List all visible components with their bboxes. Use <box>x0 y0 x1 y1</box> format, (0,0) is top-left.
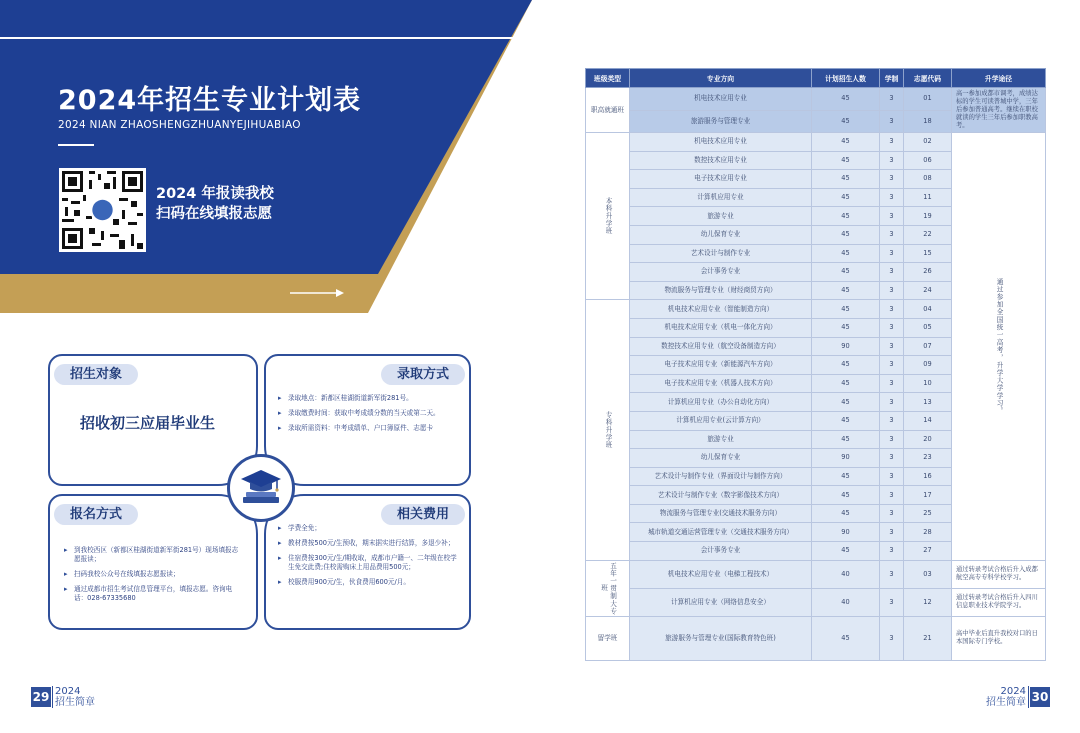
years-cell: 3 <box>880 393 904 412</box>
panel-target-label: 招生对象 <box>54 364 138 385</box>
major-cell: 幼儿保育专业 <box>630 225 812 244</box>
plan-count-cell: 45 <box>812 263 880 282</box>
years-cell: 3 <box>880 430 904 449</box>
header-plan-count: 计划招生人数 <box>812 69 880 88</box>
code-cell: 28 <box>904 523 952 542</box>
major-cell: 幼儿保育专业 <box>630 449 812 468</box>
class-type-label: 五年一贯制大专班 <box>599 561 617 615</box>
years-cell: 3 <box>880 374 904 393</box>
page-number-divider <box>1028 686 1029 708</box>
class-type-cell <box>586 133 630 300</box>
plan-count-cell: 45 <box>812 616 880 660</box>
major-cell: 电子技术应用专业（新能源汽车方向） <box>630 356 812 375</box>
arrow-right-icon <box>290 288 344 298</box>
class-type-cell <box>586 616 630 660</box>
years-cell: 3 <box>880 411 904 430</box>
table-row <box>586 588 1046 616</box>
list-item: ▸ 通过成都市招生考试信息管理平台，填报志愿。咨询电话：028-67335680 <box>64 585 244 603</box>
plan-count-cell: 45 <box>812 244 880 263</box>
plan-count-cell: 45 <box>812 411 880 430</box>
qr-caption-line1: 2024 年报读我校 <box>156 186 274 202</box>
plan-count-cell: 45 <box>812 486 880 505</box>
page-number-divider <box>52 686 53 708</box>
list-item: ▸ 录取所需资料：中考成绩单、户口簿原件、志愿卡 <box>278 424 440 433</box>
major-cell: 旅游服务与管理专业 <box>630 110 812 133</box>
major-cell: 旅游专业 <box>630 430 812 449</box>
plan-count-cell: 45 <box>812 281 880 300</box>
plan-count-cell: 45 <box>812 542 880 561</box>
panel-admission-label: 录取方式 <box>381 364 465 385</box>
plan-count-cell: 45 <box>812 133 880 152</box>
code-cell: 17 <box>904 486 952 505</box>
list-item: ▸ 教材费按500元/生预收，期末据实进行结算，多退少补； <box>278 539 460 548</box>
years-cell: 3 <box>880 263 904 282</box>
header-pathway: 升学途径 <box>952 69 1046 88</box>
major-cell: 物流服务与管理专业(交通技术服务方向） <box>630 504 812 523</box>
years-cell: 3 <box>880 151 904 170</box>
years-cell: 3 <box>880 318 904 337</box>
code-cell: 27 <box>904 542 952 561</box>
header-class-type: 班级类型 <box>586 69 630 88</box>
code-cell: 13 <box>904 393 952 412</box>
page-year-left <box>55 686 95 708</box>
pathway-cell <box>952 133 1046 561</box>
page-subtitle: 2024 NIAN ZHAOSHENGZHUANYEJIHUABIAO <box>58 119 301 131</box>
plan-count-cell: 90 <box>812 449 880 468</box>
page-number-left: 29 <box>31 687 51 707</box>
years-cell: 3 <box>880 504 904 523</box>
brochure-label: 招生简章 <box>55 697 95 708</box>
list-item: ▸ 录取地点：新都区桂湖街道新军街281号。 <box>278 394 440 403</box>
code-cell: 06 <box>904 151 952 170</box>
major-cell: 会计事务专业 <box>630 263 812 282</box>
panel-target-text: 招收初三应届毕业生 <box>80 414 216 432</box>
list-item: ▸ 扫码我校公众号在线填报志愿报读； <box>64 570 244 579</box>
code-cell: 10 <box>904 374 952 393</box>
code-cell: 24 <box>904 281 952 300</box>
title-divider <box>58 144 94 146</box>
code-cell: 02 <box>904 133 952 152</box>
pathway-cell: 通过转录考试合格后升入成都航空高专专科学校学习。 <box>952 560 1046 588</box>
fees-list <box>278 524 460 593</box>
major-cell: 计算机应用专业（网络信息安全） <box>630 588 812 616</box>
code-cell: 22 <box>904 225 952 244</box>
table-row <box>586 616 1046 660</box>
panel-registration <box>48 494 258 630</box>
years-cell: 3 <box>880 225 904 244</box>
major-cell: 电子技术应用专业 <box>630 170 812 189</box>
major-cell: 旅游专业 <box>630 207 812 226</box>
major-cell: 旅游服务与管理专业(国际教育特色班) <box>630 616 812 660</box>
year-text: 2024 <box>55 686 81 697</box>
code-cell: 14 <box>904 411 952 430</box>
years-cell: 3 <box>880 88 904 111</box>
header-major: 专业方向 <box>630 69 812 88</box>
header-code: 志愿代码 <box>904 69 952 88</box>
table-row <box>586 560 1046 588</box>
code-cell: 07 <box>904 337 952 356</box>
plan-count-cell: 40 <box>812 588 880 616</box>
registration-list <box>64 546 244 609</box>
plan-table <box>585 68 1046 661</box>
plan-count-cell: 45 <box>812 207 880 226</box>
years-cell: 3 <box>880 486 904 505</box>
class-type-label: 留学班 <box>597 633 618 642</box>
graduation-cap-badge <box>227 454 295 522</box>
major-cell: 机电技术应用专业（智能制造方向） <box>630 300 812 319</box>
list-item: ▸ 住宿费按300元/生/期收取，成都市户籍一、二年级在校学生免交此费;住校需购床上用品费用500元； <box>278 554 460 572</box>
years-cell: 3 <box>880 616 904 660</box>
code-cell: 23 <box>904 449 952 468</box>
plan-count-cell: 45 <box>812 188 880 207</box>
code-cell: 01 <box>904 88 952 111</box>
plan-count-cell: 45 <box>812 110 880 133</box>
years-cell: 3 <box>880 542 904 561</box>
table-header-row <box>586 69 1046 88</box>
brochure-label: 招生简章 <box>986 697 1026 708</box>
plan-count-cell: 45 <box>812 356 880 375</box>
years-cell: 3 <box>880 188 904 207</box>
code-cell: 09 <box>904 356 952 375</box>
header-years: 学制 <box>880 69 904 88</box>
code-cell: 04 <box>904 300 952 319</box>
list-item: ▸ 学费全免； <box>278 524 460 533</box>
plan-count-cell: 90 <box>812 523 880 542</box>
list-item: ▸ 校服费用900元/生，伙食费用600元/月。 <box>278 578 460 587</box>
admission-list <box>278 394 440 439</box>
panel-fees-label: 相关费用 <box>381 504 465 525</box>
years-cell: 3 <box>880 337 904 356</box>
qr-caption <box>156 184 274 224</box>
qr-caption-line2: 扫码在线填报志愿 <box>156 206 272 222</box>
page-title: 2024年招生专业计划表 <box>58 85 362 116</box>
years-cell: 3 <box>880 356 904 375</box>
years-cell: 3 <box>880 300 904 319</box>
panel-target <box>48 354 258 486</box>
code-cell: 03 <box>904 560 952 588</box>
major-cell: 计算机应用专业(云计算方向） <box>630 411 812 430</box>
years-cell: 3 <box>880 281 904 300</box>
pathway-cell: 高中毕业后直升我校对口的日本国际专门学校。 <box>952 616 1046 660</box>
code-cell: 19 <box>904 207 952 226</box>
code-cell: 15 <box>904 244 952 263</box>
years-cell: 3 <box>880 170 904 189</box>
major-cell: 艺术设计与制作专业 <box>630 244 812 263</box>
major-cell: 机电技术应用专业（机电一体化方向） <box>630 318 812 337</box>
list-item: ▸ 录取缴费时间：获取中考成绩分数的当天或第二天。 <box>278 409 440 418</box>
code-cell: 16 <box>904 467 952 486</box>
years-cell: 3 <box>880 588 904 616</box>
pathway-cell: 通过转录考试合格后升入四川信息职业技术学院学习。 <box>952 588 1046 616</box>
class-type-label: 本科升学班 <box>604 197 612 236</box>
major-cell: 机电技术应用专业 <box>630 88 812 111</box>
pathway-cell: 高一参加成都市调考，成绩达标的学生可读普城中学，三年后参加普通高考。继续在职校就读的学生三年后参加职教高考。 <box>952 88 1046 133</box>
table-row <box>586 88 1046 111</box>
code-cell: 12 <box>904 588 952 616</box>
years-cell: 3 <box>880 467 904 486</box>
class-type-cell <box>586 300 630 560</box>
code-cell: 25 <box>904 504 952 523</box>
major-cell: 机电技术应用专业 <box>630 133 812 152</box>
plan-count-cell: 90 <box>812 337 880 356</box>
year-text: 2024 <box>1000 686 1026 697</box>
plan-count-cell: 45 <box>812 374 880 393</box>
graduation-cap-icon <box>239 467 283 509</box>
code-cell: 08 <box>904 170 952 189</box>
major-cell: 机电技术应用专业（电梯工程技术） <box>630 560 812 588</box>
table-row <box>586 133 1046 152</box>
years-cell: 3 <box>880 207 904 226</box>
plan-count-cell: 45 <box>812 430 880 449</box>
years-cell: 3 <box>880 110 904 133</box>
major-cell: 艺术设计与制作专业（数字影像技术方向） <box>630 486 812 505</box>
panel-admission <box>264 354 471 486</box>
major-cell: 会计事务专业 <box>630 542 812 561</box>
plan-count-cell: 45 <box>812 88 880 111</box>
years-cell: 3 <box>880 244 904 263</box>
table-body <box>586 88 1046 661</box>
class-type-cell <box>586 88 630 133</box>
code-cell: 05 <box>904 318 952 337</box>
major-cell: 计算机应用专业（办公自动化方向） <box>630 393 812 412</box>
plan-count-cell: 45 <box>812 504 880 523</box>
plan-count-cell: 45 <box>812 318 880 337</box>
code-cell: 18 <box>904 110 952 133</box>
plan-count-cell: 40 <box>812 560 880 588</box>
enrollment-plan-table <box>585 68 1045 661</box>
major-cell: 艺术设计与制作专业（界面设计与制作方向） <box>630 467 812 486</box>
pathway-merged-note: 通过参加全国统一高考，升学大学学习。 <box>995 277 1003 415</box>
code-cell: 26 <box>904 263 952 282</box>
plan-count-cell: 45 <box>812 300 880 319</box>
page-year-right <box>986 686 1026 708</box>
plan-count-cell: 45 <box>812 467 880 486</box>
panel-fees <box>264 494 471 630</box>
plan-count-cell: 45 <box>812 225 880 244</box>
qr-code[interactable] <box>59 168 146 252</box>
years-cell: 3 <box>880 133 904 152</box>
qr-code-icon <box>59 168 146 252</box>
code-cell: 20 <box>904 430 952 449</box>
major-cell: 数控技术应用专业（航空设备制造方向） <box>630 337 812 356</box>
major-cell: 计算机应用专业 <box>630 188 812 207</box>
class-type-cell <box>586 560 630 616</box>
code-cell: 21 <box>904 616 952 660</box>
major-cell: 物流服务与管理专业（财经商贸方向） <box>630 281 812 300</box>
panel-registration-label: 报名方式 <box>54 504 138 525</box>
years-cell: 3 <box>880 523 904 542</box>
plan-count-cell: 45 <box>812 393 880 412</box>
class-type-label: 专科升学班 <box>604 411 612 449</box>
list-item: ▸ 到我校西区（新都区桂湖街道新军街281号）现场填报志愿报读； <box>64 546 244 564</box>
page-number-right: 30 <box>1030 687 1050 707</box>
major-cell: 电子技术应用专业（机器人技术方向） <box>630 374 812 393</box>
major-cell: 城市轨道交通运营管理专业（交通技术服务方向） <box>630 523 812 542</box>
plan-count-cell: 45 <box>812 170 880 189</box>
major-cell: 数控技术应用专业 <box>630 151 812 170</box>
class-type-label: 职高就通班 <box>591 105 624 114</box>
plan-count-cell: 45 <box>812 151 880 170</box>
years-cell: 3 <box>880 449 904 468</box>
years-cell: 3 <box>880 560 904 588</box>
code-cell: 11 <box>904 188 952 207</box>
